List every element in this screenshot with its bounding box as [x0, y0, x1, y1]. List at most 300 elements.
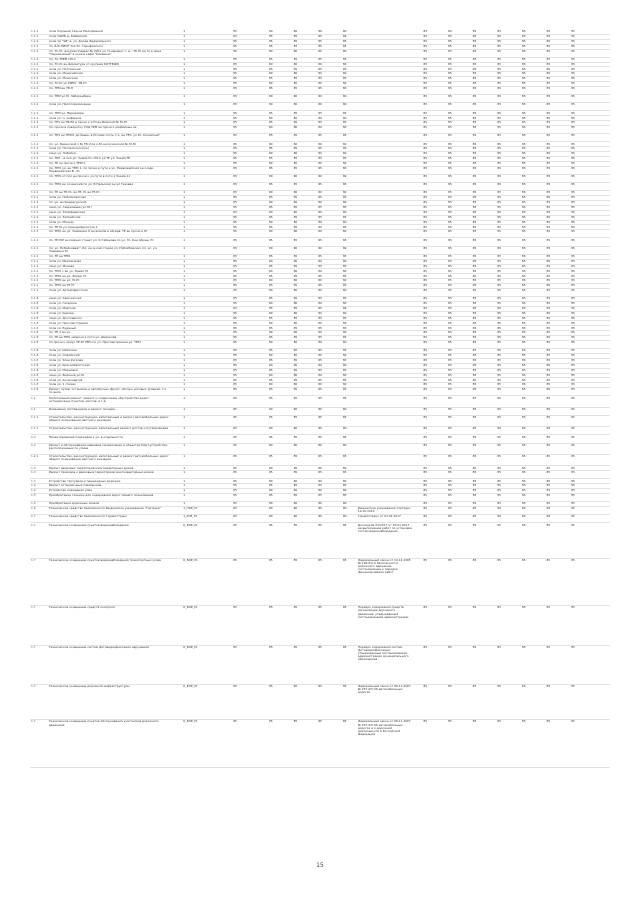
row-description-cell: Приобретение дорожных знаков: [48, 502, 171, 507]
row-description-cell: поле ул. Буденый: [48, 326, 171, 331]
table-row: [30, 415, 610, 426]
value-cell: 85: [437, 126, 462, 134]
value-cell: 85: [413, 174, 438, 182]
value-cell: 85: [413, 34, 438, 39]
value-cell: 85: [211, 95, 258, 103]
value-cell: 85: [487, 435, 512, 443]
value-cell: 80: [332, 62, 357, 67]
row-code-cell: 1: [182, 415, 211, 426]
value-cell: 85: [536, 383, 561, 388]
value-cell: 85: [536, 388, 561, 396]
value-cell: 85: [211, 288, 258, 296]
value-cell: 85: [462, 363, 487, 368]
note-cell: [357, 435, 413, 443]
value-cell: 85: [332, 720, 357, 767]
value-cell: 85: [211, 383, 258, 388]
value-cell: 85: [258, 225, 283, 230]
value-cell: 85: [462, 368, 487, 373]
value-cell: 85: [487, 49, 512, 57]
value-cell: 85: [487, 82, 512, 87]
value-cell: 85: [561, 326, 586, 331]
value-cell: 85: [413, 331, 438, 336]
value-cell: 85: [536, 301, 561, 306]
row-description-cell: поле ул. Моснак: [48, 220, 171, 225]
value-cell: 85: [211, 134, 258, 142]
value-cell: 85: [487, 373, 512, 378]
value-cell: 85: [437, 82, 462, 87]
row-code-cell: 1: [182, 30, 211, 34]
row-index-cell: 1.2.1: [30, 454, 48, 465]
value-cell: 85: [283, 205, 308, 210]
value-cell: 85: [437, 274, 462, 279]
value-cell: 85: [536, 49, 561, 57]
value-cell: 85: [413, 72, 438, 77]
value-cell: 85: [462, 174, 487, 182]
value-cell: 85: [462, 279, 487, 284]
row-index-cell: 1.1.8: [30, 358, 48, 363]
value-cell: 85: [561, 264, 586, 269]
value-cell: 85: [561, 72, 586, 77]
value-cell: 80: [308, 82, 333, 87]
value-cell: 85: [413, 297, 438, 302]
value-cell: 85: [437, 396, 462, 407]
value-cell: 85: [308, 454, 333, 465]
value-cell: 85: [462, 220, 487, 225]
value-cell: 80: [332, 116, 357, 121]
row-code-cell: 1: [182, 407, 211, 415]
value-cell: 85: [487, 201, 512, 206]
value-cell: 80: [308, 427, 333, 435]
row-index-cell: 1.3: [30, 466, 48, 471]
value-cell: 85: [211, 326, 258, 331]
value-cell: 85: [511, 174, 536, 182]
value-cell: 85: [536, 95, 561, 103]
row-index-cell: 1.7: [30, 645, 48, 684]
value-cell: 85: [487, 427, 512, 435]
value-cell: 80: [283, 201, 308, 206]
value-cell: 85: [536, 62, 561, 67]
value-cell: 85: [211, 489, 258, 494]
value-cell: 85: [462, 103, 487, 111]
value-cell: 85: [211, 238, 258, 246]
value-cell: 85: [308, 326, 333, 331]
row-code-cell: 1: [182, 62, 211, 67]
value-cell: 85: [211, 259, 258, 264]
value-cell: 85: [561, 284, 586, 289]
row-description-cell: пл. ул. Побойковает \ Бл. ан ж.лей старая ул. Побойбовских пл. ул. ул. Знаменка Ю: [48, 246, 171, 254]
value-cell: 85: [561, 523, 586, 558]
value-cell: 85: [332, 684, 357, 719]
value-cell: 85: [462, 183, 487, 191]
value-cell: 85: [536, 230, 561, 238]
note-cell: [357, 126, 413, 134]
value-cell: 85: [487, 225, 512, 230]
value-cell: 80: [283, 103, 308, 111]
row-index-cell: 1.1.2: [30, 30, 48, 34]
value-cell: 85: [462, 67, 487, 72]
value-cell: 85: [511, 396, 536, 407]
value-cell: 85: [308, 44, 333, 49]
value-cell: 80: [258, 269, 283, 274]
value-cell: 85: [511, 246, 536, 254]
value-cell: 85: [561, 67, 586, 72]
value-cell: 85: [561, 331, 586, 336]
separator-cell: [171, 645, 182, 684]
row-description-cell: Изменение поставщиков и ремонт посадок: [48, 407, 171, 415]
value-cell: 80: [308, 142, 333, 147]
value-cell: 85: [413, 354, 438, 359]
value-cell: 80: [332, 142, 357, 147]
value-cell: 85: [561, 183, 586, 191]
table-row: [30, 720, 610, 767]
value-cell: 80: [308, 443, 333, 454]
value-cell: 85: [536, 363, 561, 368]
separator-cell: [171, 396, 182, 407]
value-cell: 85: [487, 134, 512, 142]
spacer-cell: [585, 415, 610, 426]
value-cell: 85: [462, 57, 487, 62]
value-cell: 85: [437, 558, 462, 605]
value-cell: 80: [283, 489, 308, 494]
value-cell: 85: [332, 368, 357, 373]
value-cell: 85: [536, 354, 561, 359]
spacer-cell: [585, 606, 610, 645]
value-cell: 85: [462, 62, 487, 67]
row-index-cell: 1.1.2: [30, 103, 48, 111]
value-cell: 80: [308, 259, 333, 264]
value-cell: 85: [437, 523, 462, 558]
value-cell: 85: [258, 523, 283, 558]
value-cell: 85: [413, 349, 438, 354]
value-cell: 85: [561, 279, 586, 284]
value-cell: 85: [413, 274, 438, 279]
value-cell: 85: [437, 77, 462, 82]
value-cell: 85: [536, 259, 561, 264]
value-cell: 85: [258, 368, 283, 373]
value-cell: 85: [258, 34, 283, 39]
row-description-cell: пл. ТЕМ ан ТВ-П: [48, 86, 171, 94]
value-cell: 85: [511, 264, 536, 269]
value-cell: 85: [211, 378, 258, 383]
row-index-cell: 1.2: [30, 435, 48, 443]
table-row: [30, 340, 610, 348]
value-cell: 85: [511, 274, 536, 279]
value-cell: 85: [487, 368, 512, 373]
separator-cell: [171, 507, 182, 515]
value-cell: 85: [462, 205, 487, 210]
value-cell: 85: [511, 157, 536, 162]
value-cell: 85: [561, 336, 586, 341]
value-cell: 80: [283, 288, 308, 296]
spacer-cell: [585, 507, 610, 515]
value-cell: 85: [561, 349, 586, 354]
value-cell: 85: [332, 523, 357, 558]
value-cell: 85: [487, 230, 512, 238]
note-cell: [357, 174, 413, 182]
value-cell: 85: [561, 466, 586, 471]
value-cell: 85: [487, 340, 512, 348]
value-cell: 85: [487, 166, 512, 174]
value-cell: 85: [413, 466, 438, 471]
value-cell: 85: [283, 435, 308, 443]
value-cell: 85: [437, 316, 462, 321]
value-cell: 85: [437, 645, 462, 684]
value-cell: 85: [211, 142, 258, 147]
value-cell: 80: [283, 502, 308, 507]
value-cell: 85: [511, 368, 536, 373]
row-description-cell: поле ул. Меховкиная: [48, 259, 171, 264]
row-code-cell: 1: [182, 77, 211, 82]
value-cell: 85: [258, 378, 283, 383]
value-cell: 85: [437, 284, 462, 289]
value-cell: 85: [437, 67, 462, 72]
row-index-cell: 1.1.2: [30, 111, 48, 116]
value-cell: 85: [536, 466, 561, 471]
value-cell: 80: [332, 82, 357, 87]
value-cell: 85: [308, 183, 333, 191]
row-index-cell: 1.1.2: [30, 39, 48, 44]
value-cell: 85: [536, 443, 561, 454]
value-cell: 85: [462, 142, 487, 147]
value-cell: 85: [561, 210, 586, 215]
note-cell: Федеральный закон от 08.11.2007 № 257-ФЗ Об автомобильных дорогах и о дорожной деятельности в Российской Федерации: [357, 720, 413, 767]
value-cell: 85: [211, 269, 258, 274]
value-cell: 85: [437, 95, 462, 103]
value-cell: 80: [258, 30, 283, 34]
value-cell: 85: [413, 205, 438, 210]
value-cell: 80: [308, 383, 333, 388]
row-code-cell: 1: [182, 34, 211, 39]
table-row: [30, 443, 610, 454]
row-index-cell: 1.7: [30, 515, 48, 523]
value-cell: 85: [211, 558, 258, 605]
value-cell: 85: [462, 230, 487, 238]
value-cell: 85: [211, 77, 258, 82]
value-cell: 80: [308, 210, 333, 215]
row-index-cell: 1.7: [30, 720, 48, 767]
value-cell: 85: [413, 62, 438, 67]
value-cell: 85: [308, 134, 333, 142]
value-cell: 85: [536, 407, 561, 415]
value-cell: 85: [413, 134, 438, 142]
value-cell: 80: [258, 49, 283, 57]
row-description-cell: поле ул. Краснойфлотская: [48, 363, 171, 368]
value-cell: 85: [283, 336, 308, 341]
value-cell: 85: [413, 301, 438, 306]
value-cell: 85: [332, 336, 357, 341]
value-cell: 85: [536, 336, 561, 341]
row-index-cell: 1.1.2: [30, 220, 48, 225]
spacer-cell: [585, 454, 610, 465]
row-description-cell: лицо ул. Гаврилеева (ул.Ю.): [48, 205, 171, 210]
row-description-cell: Приобретение техники для содержания дорог общего пользования: [48, 494, 171, 502]
value-cell: 80: [283, 311, 308, 316]
value-cell: 85: [561, 86, 586, 94]
value-cell: 85: [211, 336, 258, 341]
value-cell: 85: [511, 111, 536, 116]
value-cell: 85: [211, 407, 258, 415]
row-code-cell: 1: [182, 316, 211, 321]
value-cell: 85: [413, 684, 438, 719]
value-cell: 85: [462, 354, 487, 359]
separator-cell: [171, 134, 182, 142]
value-cell: 85: [462, 264, 487, 269]
value-cell: 85: [487, 383, 512, 388]
value-cell: 85: [462, 134, 487, 142]
note-cell: [357, 340, 413, 348]
value-cell: 85: [487, 147, 512, 152]
value-cell: 85: [561, 111, 586, 116]
value-cell: 85: [487, 484, 512, 489]
value-cell: 85: [561, 454, 586, 465]
value-cell: 85: [437, 220, 462, 225]
row-description-cell: лицо ул. Вилонов ул.Ю.: [48, 373, 171, 378]
value-cell: 80: [332, 174, 357, 182]
row-code-cell: 1: [182, 134, 211, 142]
row-description-cell: Техническое оснащение пунктов обслуживания участников дорожного движения: [48, 720, 171, 767]
value-cell: 85: [511, 49, 536, 57]
value-cell: 85: [332, 358, 357, 363]
row-index-cell: 1.1.2: [30, 246, 48, 254]
value-cell: 85: [511, 191, 536, 196]
value-cell: 85: [511, 378, 536, 383]
value-cell: 85: [211, 311, 258, 316]
value-cell: 85: [258, 388, 283, 396]
value-cell: 85: [283, 284, 308, 289]
value-cell: 85: [536, 57, 561, 62]
value-cell: 80: [283, 95, 308, 103]
row-description-cell: пл. ТЕ ан ТЕ-Ю, ан ТЕ, Ю ан ТЕ-Ю: [48, 191, 171, 196]
value-cell: 85: [413, 443, 438, 454]
note-cell: [357, 103, 413, 111]
value-cell: 85: [211, 358, 258, 363]
row-code-cell: 1: [182, 489, 211, 494]
value-cell: 85: [258, 166, 283, 174]
value-cell: 85: [487, 284, 512, 289]
value-cell: 85: [332, 558, 357, 605]
row-index-cell: 1.1.2: [30, 166, 48, 174]
value-cell: 80: [332, 383, 357, 388]
value-cell: 80: [283, 427, 308, 435]
value-cell: 85: [462, 373, 487, 378]
spacer-cell: [585, 645, 610, 684]
note-cell: Договор № 01/2017 от 20.01.2017 на выполнение работ по установке систем видеонаблюдения: [357, 523, 413, 558]
value-cell: 85: [487, 34, 512, 39]
table-row: [30, 523, 610, 558]
value-cell: 85: [561, 311, 586, 316]
value-cell: 80: [258, 340, 283, 348]
separator-cell: [171, 435, 182, 443]
value-cell: 85: [561, 254, 586, 259]
value-cell: 85: [487, 396, 512, 407]
value-cell: 85: [332, 238, 357, 246]
table-row: [30, 238, 610, 246]
value-cell: 85: [437, 720, 462, 767]
value-cell: 85: [211, 225, 258, 230]
value-cell: 85: [536, 121, 561, 126]
value-cell: 85: [561, 230, 586, 238]
value-cell: 85: [437, 443, 462, 454]
value-cell: 80: [332, 269, 357, 274]
value-cell: 85: [561, 340, 586, 348]
value-cell: 85: [536, 152, 561, 157]
value-cell: 85: [536, 288, 561, 296]
row-code-cell: 1: [182, 269, 211, 274]
value-cell: 80: [283, 507, 308, 515]
row-code-cell: 1: [182, 340, 211, 348]
value-cell: 85: [536, 279, 561, 284]
value-cell: 80: [258, 201, 283, 206]
value-cell: 85: [462, 196, 487, 201]
value-cell: 80: [308, 479, 333, 484]
value-cell: 85: [536, 311, 561, 316]
value-cell: 85: [536, 274, 561, 279]
table-row: [30, 427, 610, 435]
value-cell: 85: [413, 388, 438, 396]
value-cell: 85: [462, 246, 487, 254]
value-cell: 85: [211, 306, 258, 311]
value-cell: 85: [487, 220, 512, 225]
value-cell: 85: [462, 284, 487, 289]
row-index-cell: 1.3: [30, 471, 48, 479]
value-cell: 85: [283, 134, 308, 142]
value-cell: 85: [332, 67, 357, 72]
row-index-cell: 1.1: [30, 407, 48, 415]
value-cell: 85: [211, 720, 258, 767]
separator-cell: [171, 230, 182, 238]
value-cell: 85: [487, 507, 512, 515]
value-cell: 85: [536, 111, 561, 116]
value-cell: 85: [561, 435, 586, 443]
value-cell: 85: [511, 502, 536, 507]
value-cell: 85: [561, 103, 586, 111]
value-cell: 80: [332, 479, 357, 484]
value-cell: 80: [283, 354, 308, 359]
value-cell: 85: [487, 316, 512, 321]
value-cell: 85: [561, 471, 586, 479]
value-cell: 85: [462, 720, 487, 767]
row-code-cell: 1: [182, 72, 211, 77]
value-cell: 80: [283, 259, 308, 264]
separator-cell: [171, 174, 182, 182]
row-index-cell: 1.1.2: [30, 259, 48, 264]
value-cell: 85: [283, 34, 308, 39]
value-cell: 85: [308, 284, 333, 289]
row-code-cell: 1: [182, 311, 211, 316]
row-description-cell: пл. ТЕЮ от пол ан прочи к ул.пути в пути 1 Знамя 11: [48, 174, 171, 182]
value-cell: 85: [536, 645, 561, 684]
value-cell: 85: [487, 157, 512, 162]
value-cell: 85: [211, 435, 258, 443]
value-cell: 85: [211, 126, 258, 134]
value-cell: 85: [332, 284, 357, 289]
value-cell: 85: [437, 44, 462, 49]
value-cell: 85: [308, 274, 333, 279]
row-index-cell: 1.1.2: [30, 196, 48, 201]
spacer-cell: [585, 494, 610, 502]
row-description-cell: поле ул. Проспекттриния: [48, 321, 171, 326]
value-cell: 80: [332, 301, 357, 306]
value-cell: 85: [462, 336, 487, 341]
value-cell: 80: [258, 103, 283, 111]
separator-cell: [171, 606, 182, 645]
value-cell: 85: [511, 142, 536, 147]
row-code-cell: 1: [182, 479, 211, 484]
value-cell: 80: [308, 126, 333, 134]
row-index-cell: 1.1.8: [30, 354, 48, 359]
table-row: [30, 396, 610, 407]
value-cell: 85: [487, 86, 512, 94]
